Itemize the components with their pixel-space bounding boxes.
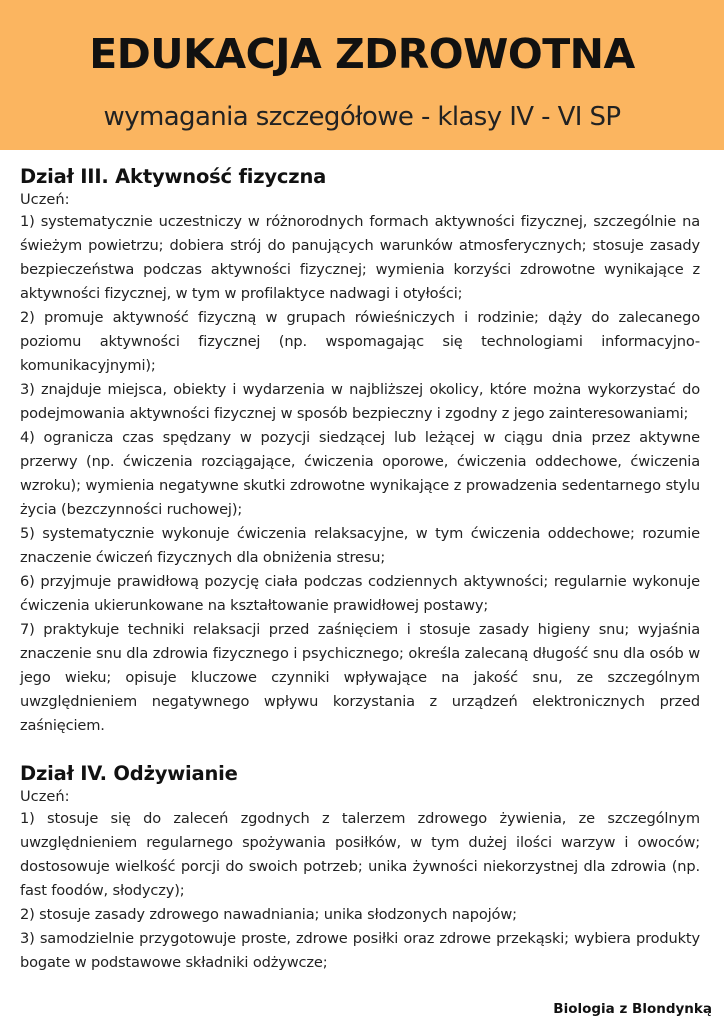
header-banner [0, 0, 724, 150]
requirement-item: 2) stosuje zasady zdrowego nawadniania; unika słodzonych napojów; [20, 906, 517, 923]
section-title: Dział IV. Odżywianie [20, 762, 238, 785]
section-physical-activity [20, 164, 700, 738]
requirement-item: 4) ogranicza czas spędzany w pozycji siedzącej lub leżącej w ciągu dnia przez aktywne przerwy (np. ćwiczenia rozciągające, ćwiczenia oporowe, ćwiczenia oddechowe, ćwiczenia wzroku); wymienia negatywne skutki zdrowotne wynikające z prowadzenia sedentarnego stylu życia (bezczynności ruchowej); [20, 429, 700, 518]
page-subtitle: wymagania szczegółowe - klasy IV - VI SP [103, 102, 621, 132]
requirement-item: 6) przyjmuje prawidłową pozycję ciała podczas codziennych aktywności; regularnie wykonuje ćwiczenia ukierunkowane na kształtowanie prawidłowej postawy; [20, 573, 700, 614]
requirement-item: 1) systematycznie uczestniczy w różnorodnych formach aktywności fizycznej, szczególnie na świeżym powietrzu; dobiera strój do panujących warunków atmosferycznych; stosuje zasady bezpieczeństwa podczas aktywności fizycznej; wymienia korzyści zdrowotne wynikające z aktywności fizycznej, w tym w profilaktyce nadwagi i otyłości; [20, 213, 700, 302]
section-intro: Uczeń: [20, 788, 70, 805]
section-nutrition [20, 761, 700, 975]
requirement-item: 2) promuje aktywność fizyczną w grupach rówieśniczych i rodzinie; dąży do zalecanego poziomu aktywności fizycznej (np. wspomagając się technologiami informacyjno-komunikacyjnymi); [20, 309, 700, 374]
page-title: EDUKACJA ZDROWOTNA [89, 30, 635, 78]
section-title: Dział III. Aktywność fizyczna [20, 165, 327, 188]
requirement-item: 1) stosuje się do zaleceń zgodnych z talerzem zdrowego żywienia, ze szczególnym uwzględnieniem regularnego spożywania posiłków, w tym dużej ilości warzyw i owoców; dostosowuje wielkość porcji do swoich potrzeb; unika żywności niekorzystnej dla zdrowia (np. fast foodów, słodyczy); [20, 810, 700, 899]
document-body [20, 164, 700, 975]
requirement-item: 7) praktykuje techniki relaksacji przed zaśnięciem i stosuje zasady higieny snu; wyjaśnia znaczenie snu dla zdrowia fizycznego i psychicznego; określa zalecaną długość snu dla osób w jego wieku; opisuje kluczowe czynniki wpływające na jakość snu, ze szczególnym uwzględnieniem negatywnego wpływu korzystania z urządzeń elektronicznych przed zaśnięciem. [20, 621, 700, 734]
requirement-item: 3) samodzielnie przygotowuje proste, zdrowe posiłki oraz zdrowe przekąski; wybiera produkty bogate w podstawowe składniki odżywcze; [20, 930, 700, 971]
author-credit: Biologia z Blondynką [553, 1001, 712, 1017]
requirement-item: 3) znajduje miejsca, obiekty i wydarzenia w najbliższej okolicy, które można wykorzystać do podejmowania aktywności fizycznej w sposób bezpieczny i zgodny z jego zainteresowaniami; [20, 381, 700, 422]
requirement-item: 5) systematycznie wykonuje ćwiczenia relaksacyjne, w tym ćwiczenia oddechowe; rozumie znaczenie ćwiczeń fizycznych dla obniżenia stresu; [20, 525, 700, 566]
section-intro: Uczeń: [20, 191, 70, 208]
